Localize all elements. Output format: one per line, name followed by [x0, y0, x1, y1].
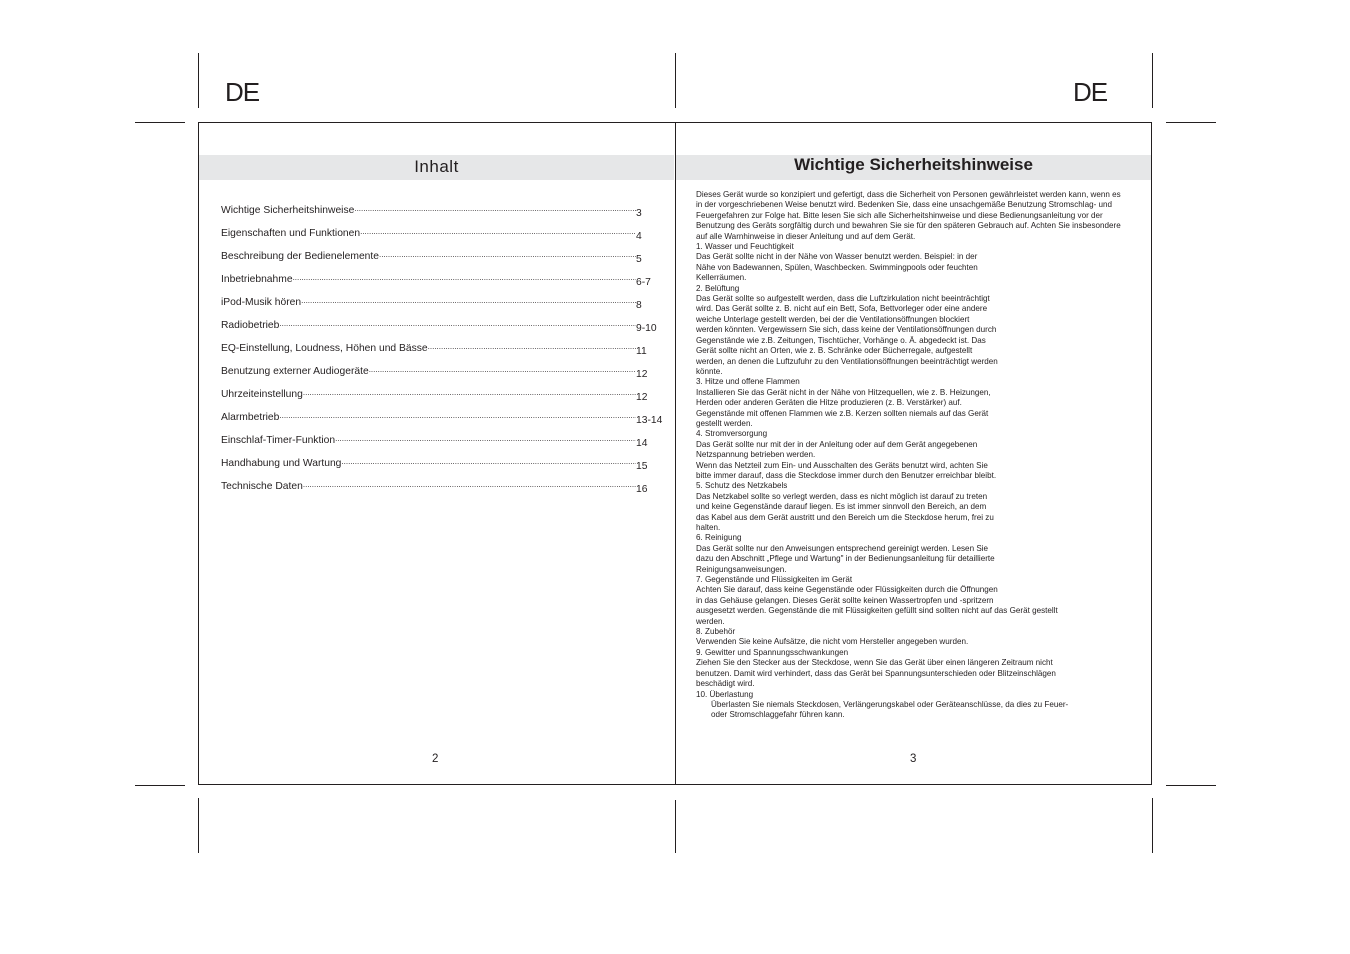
crop-mark — [198, 53, 199, 108]
toc-leader-dots — [369, 365, 636, 375]
safety-item-body: Das Gerät sollte nur mit der in der Anleitung oder auf dem Gerät angegebenen Netzspannung betrieben werden. Wenn das Netzteil zum Ein- und Ausschalten des Geräts benutzt wird, achten Sie bitte immer darauf, dass die Steckdose immer durch den Benutzer erreichbar bleibt. — [696, 439, 997, 480]
safety-item — [696, 648, 1126, 690]
toc-entry-page: 4 — [636, 231, 642, 242]
toc-entry-title: Technische Daten — [221, 481, 303, 492]
language-label-left: DE — [225, 77, 260, 107]
toc-entry-page: 12 — [636, 392, 648, 403]
toc-entry-title: Radiobetrieb — [221, 320, 280, 331]
toc-entry-title: Benutzung externer Audiogeräte — [221, 366, 369, 377]
safety-item-heading: 8. Zubehör — [696, 627, 736, 637]
toc-entry-page: 8 — [636, 300, 642, 311]
crop-mark — [675, 53, 676, 108]
safety-item-heading: 7. Gegenstände und Flüssigkeiten im Gerät — [696, 575, 853, 585]
toc-leader-dots — [360, 227, 636, 237]
toc-entry[interactable] — [221, 446, 666, 472]
safety-item — [696, 690, 1126, 721]
crop-mark — [198, 798, 199, 853]
safety-item — [696, 242, 1126, 284]
toc-leader-dots — [301, 296, 636, 306]
toc-entry-page: 14 — [636, 438, 648, 449]
toc-leader-dots — [428, 342, 636, 352]
intro-paragraph: Dieses Gerät wurde so konzipiert und gefertigt, dass die Sicherheit von Personen gewährleistet werden kann, wenn es in der vorgeschriebenen Weise benutzt wird. Bedenken Sie, dass eine unsachgemäße Benutzung Stromschlag- und Feuergefahren zur Folge hat. Bitte lesen Sie sich alle Sicherheitshinweise und diese Bedienungsanleitung vor der Benutzung des Geräts sorgfältig durch und bewahren Sie sie für den späteren Gebrauch auf. Achten Sie insbesondere auf alle Warnhinweise in dieser Anleitung und auf dem Gerät. — [696, 190, 1121, 241]
toc-leader-dots — [279, 319, 636, 329]
toc-leader-dots — [303, 388, 636, 398]
toc-entry[interactable] — [221, 469, 666, 495]
toc-entry-title: Wichtige Sicherheitshinweise — [221, 205, 355, 216]
crop-mark — [1166, 122, 1216, 123]
page-divider — [675, 122, 676, 785]
toc-leader-dots — [379, 250, 636, 260]
safety-item-body: Das Netzkabel sollte so verlegt werden, dass es nicht möglich ist darauf zu treten und keine Gegenstände darauf liegen. Es ist immer sinnvoll den Bereich, an dem das Kabel aus dem Gerät austritt und den Bereich um die Steckdose herum, frei zu halten. — [696, 491, 994, 532]
toc-entry-title: Uhrzeiteinstellung — [221, 389, 303, 400]
crop-mark — [135, 122, 185, 123]
crop-mark — [675, 800, 676, 853]
toc-leader-dots — [341, 457, 636, 467]
toc-entry[interactable] — [221, 354, 666, 380]
toc-title: Inhalt — [414, 157, 459, 176]
safety-item-heading: 9. Gewitter und Spannungsschwankungen — [696, 647, 849, 657]
safety-item-heading: 10. Überlastung — [696, 689, 754, 699]
safety-items — [696, 242, 1126, 721]
toc-entry-page: 11 — [636, 346, 647, 357]
safety-item-body: Achten Sie darauf, dass keine Gegenstände oder Flüssigkeiten durch die Öffnungen in das Gehäuse gelangen. Dieses Gerät sollte keinen Wassertropfen und -spritzern ausgesetzt werden. Gegenstände die mit Flüssigkeiten gefüllt sind sollten nicht auf das Gerät gestellt werden. — [696, 585, 1058, 626]
toc-leader-dots — [335, 434, 636, 444]
safety-item-body: Ziehen Sie den Stecker aus der Steckdose, wenn Sie das Gerät über einen längeren Zeitraum nicht benutzen. Damit wird verhindert, dass das Gerät bei Spannungsunterschieden oder Blitzeinschlägen beschädigt wird. — [696, 658, 1056, 689]
toc-entry-title: Beschreibung der Bedienelemente — [221, 251, 379, 262]
toc-entry-page: 6-7 — [636, 277, 651, 288]
toc-entry-page: 13-14 — [636, 415, 663, 426]
safety-item-heading: 2. Belüftung — [696, 283, 740, 293]
safety-title: Wichtige Sicherheitshinweise — [794, 155, 1033, 174]
toc-leader-dots — [279, 411, 636, 421]
toc-entry-title: Inbetriebnahme — [221, 274, 293, 285]
language-label-right: DE — [1073, 77, 1108, 107]
safety-item-body: Verwenden Sie keine Aufsätze, die nicht vom Hersteller angegeben wurden. — [696, 637, 969, 647]
toc-entry[interactable] — [221, 262, 666, 288]
crop-mark — [1152, 53, 1153, 108]
toc-entry[interactable] — [221, 193, 666, 219]
toc-entry-page: 12 — [636, 369, 648, 380]
toc-entry[interactable] — [221, 377, 666, 403]
page-number-left: 2 — [432, 753, 439, 765]
toc-entry-page: 9-10 — [636, 323, 657, 334]
safety-item-heading: 5. Schutz des Netzkabels — [696, 481, 788, 491]
toc-entry[interactable] — [221, 216, 666, 242]
safety-text — [696, 190, 1126, 721]
toc-entry-title: Eigenschaften und Funktionen — [221, 228, 361, 239]
toc-entry[interactable] — [221, 308, 666, 334]
toc-entry-page: 16 — [636, 484, 648, 495]
crop-mark — [1166, 785, 1216, 786]
toc-entry[interactable] — [221, 285, 666, 311]
safety-item — [696, 377, 1126, 429]
page-number-right: 3 — [910, 753, 917, 765]
toc-entry-title: iPod-Musik hören — [221, 297, 302, 308]
crop-mark — [135, 785, 185, 786]
safety-item — [696, 481, 1126, 533]
toc-entry-page: 15 — [636, 461, 648, 472]
safety-item-body: Das Gerät sollte nur den Anweisungen entsprechend gereinigt werden. Lesen Sie dazu den Abschnitt „Pflege und Wartung" in der Bedienungsanleitung für detaillierte Reinigungsanweisungen. — [696, 543, 995, 574]
safety-item-body: Installieren Sie das Gerät nicht in der Nähe von Hitzequellen, wie z. B. Heizungen, Herden oder anderen Geräten die Hitze produzieren (z. B. Verstärker) auf. Gegenstände mit offenen Flammen wie z.B. Kerzen sollten niemals auf das Gerät gestellt werden. — [696, 387, 991, 428]
toc-entry[interactable] — [221, 400, 666, 426]
safety-item-heading: 4. Stromversorgung — [696, 429, 768, 439]
toc-leader-dots — [293, 273, 636, 283]
safety-item-body: Das Gerät sollte nicht in der Nähe von Wasser benutzt werden. Beispiel: in der Nähe von Badewannen, Spülen, Waschbecken. Swimmingpools oder feuchten Kellerräumen. — [696, 252, 978, 283]
safety-item — [696, 575, 1126, 627]
toc-entry-page: 5 — [636, 254, 642, 265]
toc-entry[interactable] — [221, 423, 666, 449]
safety-item — [696, 284, 1126, 378]
toc-leader-dots — [354, 204, 636, 214]
table-of-contents — [221, 193, 666, 495]
toc-entry-page: 3 — [636, 208, 642, 219]
safety-item-heading: 6. Reinigung — [696, 533, 742, 543]
toc-leader-dots — [303, 480, 636, 490]
toc-entry-title: Alarmbetrieb — [221, 412, 280, 423]
safety-item — [696, 533, 1126, 575]
safety-item-heading: 1. Wasser und Feuchtigkeit — [696, 242, 794, 252]
toc-entry[interactable] — [221, 239, 666, 265]
safety-item — [696, 627, 1126, 648]
toc-entry-title: Handhabung und Wartung — [221, 458, 342, 469]
safety-item-body: Überlasten Sie niemals Steckdosen, Verlängerungskabel oder Geräteanschlüsse, da dies zu Feuer- oder Stromschlaggefahr führen kann. — [711, 699, 1069, 720]
safety-item-body: Das Gerät sollte so aufgestellt werden, dass die Luftzirkulation nicht beeinträchtigt wird. Das Gerät sollte z. B. nicht auf ein Bett, Sofa, Bettvorleger oder eine andere weiche Unterlage gestellt werden, bei der die Ventilationsöffnungen blockiert werden könnten. Vergewissern Sie sich, dass keine der Ventilationsöffnungen durch Gegenstände wie z.B. Zeitungen, Tischtücher, Vorhänge o. Ä. abgedeckt ist. Das Gerät sollte nicht an Orten, wie z. B. Schränke oder Bücherregale, aufgestellt werden, an denen die Luftzufuhr zu den Ventilationsöffnungen beeinträchtigt werden könnte. — [696, 294, 998, 376]
safety-item — [696, 429, 1126, 481]
toc-entry[interactable] — [221, 331, 666, 357]
safety-item-heading: 3. Hitze und offene Flammen — [696, 377, 800, 387]
crop-mark — [1152, 798, 1153, 853]
toc-entry-title: EQ-Einstellung, Loudness, Höhen und Bässe — [221, 343, 428, 354]
toc-entry-title: Einschlaf-Timer-Funktion — [221, 435, 336, 446]
